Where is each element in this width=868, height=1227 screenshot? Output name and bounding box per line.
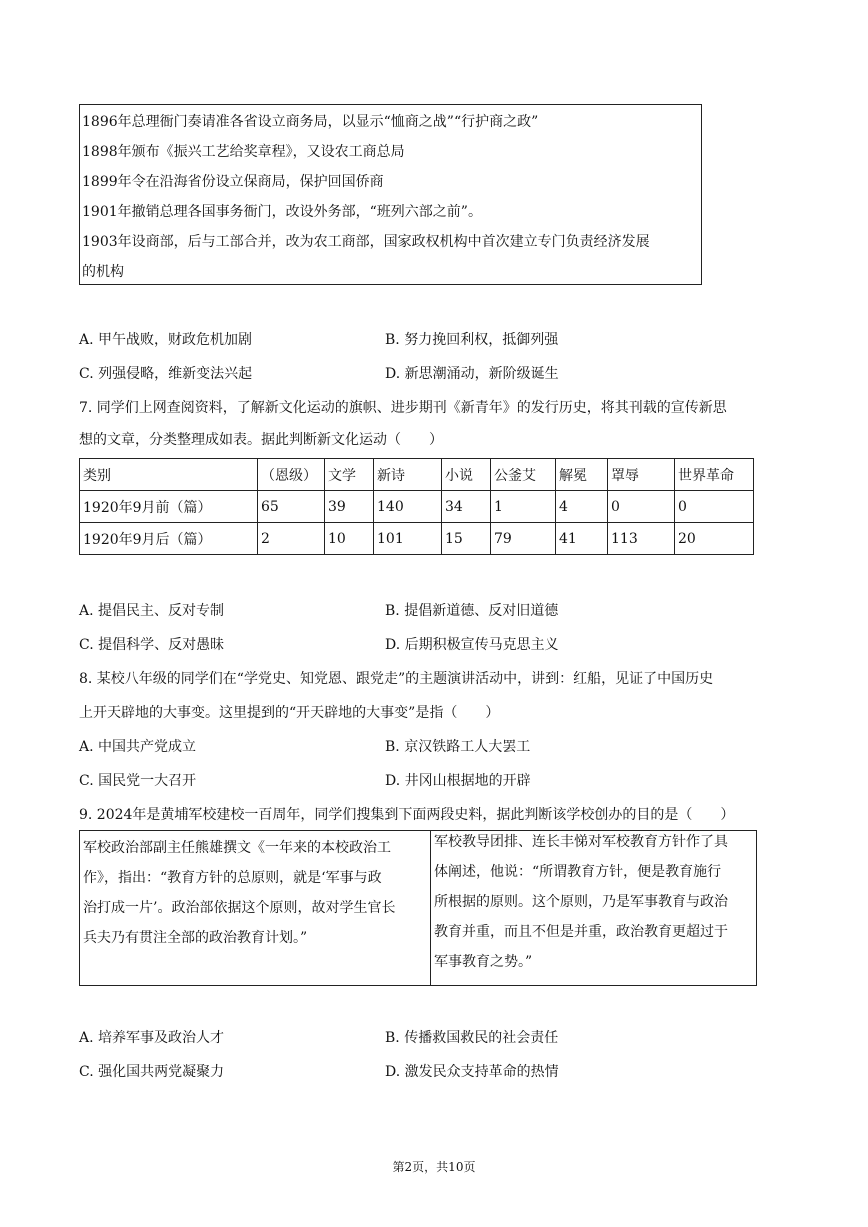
q9-source-left — [80, 831, 431, 985]
table-header-cell: 文学 — [325, 459, 374, 491]
q9-right-line: 教育并重，而且不但是并重，政治教育更超过于 — [434, 924, 728, 940]
table-row — [80, 491, 754, 523]
q9-stem: 9. 2024年是黄埔军校建校一百周年，同学们搜集到下面两段史料，据此判断该学校创办的目的是（ ） — [79, 807, 735, 823]
q9-left-line: 兵夫乃有贯注全部的政治教育计划。” — [83, 930, 308, 946]
table-cell: 41 — [556, 523, 608, 555]
q9-right-line: 军事教育之势。” — [434, 954, 533, 970]
q8-stem-line: 8. 某校八年级的同学们在“学党史、知党恩、跟党走”的主题演讲活动中，讲到：红船，见证了中国历史 — [79, 671, 714, 687]
q6-option-b[interactable]: B. 努力挽回利权，抵御列强 — [385, 332, 559, 348]
table-cell: 15 — [442, 523, 491, 555]
q6-option-c[interactable]: C. 列强侵略，维新变法兴起 — [79, 366, 253, 382]
q6-option-a[interactable]: A. 甲午战败，财政危机加剧 — [79, 332, 253, 348]
table-cell: 1920年9月后（篇） — [80, 523, 258, 555]
q9-right-line: 体阐述，他说：“所谓教育方针，便是教育施行 — [434, 864, 722, 880]
q8-option-a[interactable]: A. 中国共产党成立 — [79, 739, 197, 755]
q6-material-line: 1896年总理衙门奏请准各省设立商务局，以显示“恤商之战”“行护商之政” — [82, 114, 539, 130]
q9-sources-table — [79, 830, 757, 986]
q7-option-d[interactable]: D. 后期积极宣传马克思主义 — [385, 637, 559, 653]
q7-stem-line: 7. 同学们上网查阅资料，了解新文化运动的旗帜、进步期刊《新青年》的发行历史，将其刊载的宣传新思 — [79, 400, 727, 416]
q7-option-c[interactable]: C. 提倡科学、反对愚昧 — [79, 637, 225, 653]
q9-right-line: 所根据的原则。这个原则，乃是军事教育与政治 — [434, 894, 728, 910]
table-cell: 39 — [325, 491, 374, 523]
q9-option-b[interactable]: B. 传播救国救民的社会责任 — [385, 1030, 559, 1046]
table-header-cell: 罩辱 — [608, 459, 675, 491]
q9-left-line: 治打成一片’。政治部依据这个原则，故对学生官长 — [83, 900, 396, 916]
table-cell: 0 — [675, 491, 754, 523]
table-cell: 4 — [556, 491, 608, 523]
table-cell: 140 — [374, 491, 442, 523]
q9-option-c[interactable]: C. 强化国共两党凝聚力 — [79, 1064, 225, 1080]
q8-option-c[interactable]: C. 国民党一大召开 — [79, 773, 197, 789]
table-cell: 34 — [442, 491, 491, 523]
q9-option-a[interactable]: A. 培养军事及政治人才 — [79, 1030, 225, 1046]
table-header-cell: 类别 — [80, 459, 258, 491]
table-cell: 113 — [608, 523, 675, 555]
table-header-cell: （恩级） — [258, 459, 325, 491]
q7-table — [79, 458, 754, 555]
q6-material-line: 1903年设商部，后与工部合并，改为农工商部，国家政权机构中首次建立专门负责经济发展 — [82, 234, 650, 250]
table-header-cell: 解冕 — [556, 459, 608, 491]
table-header-cell: 新诗 — [374, 459, 442, 491]
q9-option-d[interactable]: D. 激发民众支持革命的热情 — [385, 1064, 559, 1080]
table-cell: 20 — [675, 523, 754, 555]
table-cell: 10 — [325, 523, 374, 555]
q9-source-right — [431, 831, 756, 985]
table-cell: 79 — [491, 523, 556, 555]
q6-option-d[interactable]: D. 新思潮涌动，新阶级诞生 — [385, 366, 559, 382]
q6-material-line: 1901年撤销总理各国事务衙门，改设外务部，“班列六部之前”。 — [82, 204, 482, 220]
q9-left-line: 军校政治部副主任熊雄撰文《一年来的本校政治工 — [83, 840, 391, 856]
table-cell: 65 — [258, 491, 325, 523]
page-footer: 第2页，共10页 — [392, 1160, 476, 1174]
q7-option-b[interactable]: B. 提倡新道德、反对旧道德 — [385, 603, 559, 619]
q6-material-line: 1899年令在沿海省份设立保商局，保护回国侨商 — [82, 174, 384, 190]
q7-option-a[interactable]: A. 提倡民主、反对专制 — [79, 603, 225, 619]
q6-material-line: 1898年颁布《振兴工艺给奖章程》，又设农工商总局 — [82, 144, 405, 160]
table-header-cell: 小说 — [442, 459, 491, 491]
table-cell: 1 — [491, 491, 556, 523]
q8-stem-line: 上开天辟地的大事变。这里提到的“开天辟地的大事变”是指（ ） — [79, 705, 500, 721]
table-cell: 0 — [608, 491, 675, 523]
table-cell: 101 — [374, 523, 442, 555]
q9-right-line: 军校教导团排、连长丰悌对军校教育方针作了具 — [434, 834, 728, 850]
q7-stem-line: 想的文章，分类整理成如表。据此判断新文化运动（ ） — [79, 432, 443, 448]
q8-option-b[interactable]: B. 京汉铁路工人大罢工 — [385, 739, 531, 755]
table-row — [80, 523, 754, 555]
table-cell: 1920年9月前（篇） — [80, 491, 258, 523]
table-header-cell: 世界革命 — [675, 459, 754, 491]
q8-option-d[interactable]: D. 井冈山根据地的开辟 — [385, 773, 531, 789]
table-header-cell: 公釜艾 — [491, 459, 556, 491]
table-header-row — [80, 459, 754, 491]
q6-material-line: 的机构 — [82, 264, 124, 280]
q9-left-line: 作》，指出：“教育方针的总原则，就是‘军事与政 — [83, 870, 382, 886]
q6-material-box — [79, 104, 702, 285]
table-cell: 2 — [258, 523, 325, 555]
